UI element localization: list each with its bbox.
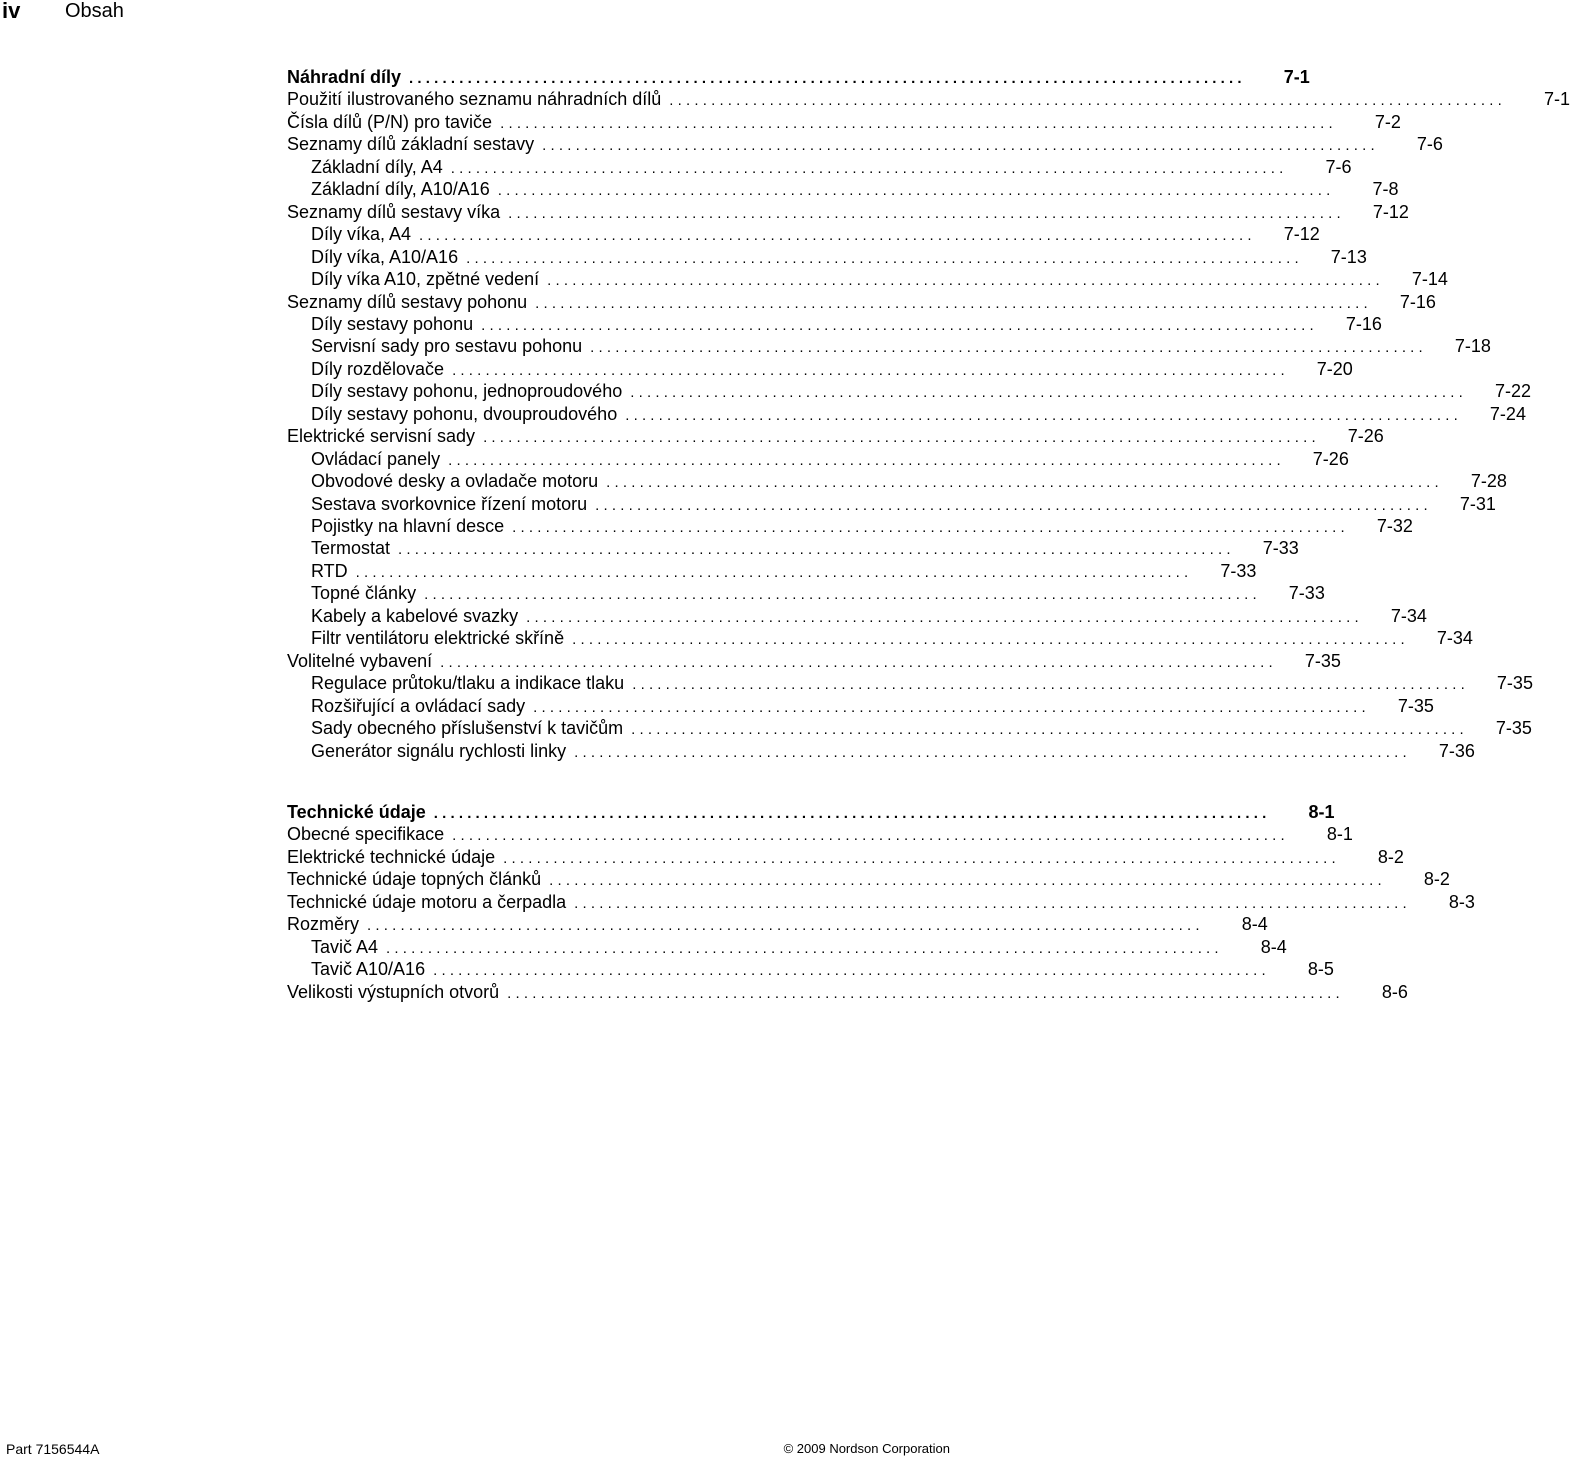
toc-entry-label: Elektrické technické údaje [287,846,496,867]
toc-entry[interactable] [287,868,1450,890]
toc-entry[interactable] [311,560,1257,582]
page-header [0,0,960,30]
toc-chapter-entry[interactable] [287,801,1335,823]
toc-dot-leader: .................................................................................................... [631,721,1468,739]
toc-entry-label: RTD [311,560,348,581]
toc-entry-page: 8-2 [1377,846,1404,867]
toc-entry-label: Díly sestavy pohonu [311,313,474,334]
toc-dot-leader: .................................................................................................... [503,849,1340,867]
toc-entry[interactable] [287,891,1475,913]
toc-entry-page: 7-26 [1312,448,1349,469]
toc-entry[interactable] [311,936,1287,958]
toc-entry[interactable] [311,448,1349,470]
toc-entry[interactable] [311,403,1526,425]
toc-entry-page: 7-24 [1489,403,1526,424]
toc-dot-leader: .................................................................................................... [547,272,1384,290]
toc-entry[interactable] [287,291,1436,313]
toc-entry-label: Sestava svorkovnice řízení motoru [311,493,588,514]
toc-entry[interactable] [311,605,1427,627]
toc-dot-leader: .................................................................................................... [497,182,1335,200]
toc-entry-page: 7-1 [1543,89,1570,110]
toc-entry[interactable] [287,913,1268,935]
toc-entry-page: 7-16 [1399,291,1436,312]
toc-entry-label: Sady obecného příslušenství k tavičům [311,718,624,739]
toc-dot-leader: .................................................................................................... [448,451,1285,469]
toc-dot-leader: .................................................................................................... [433,805,1271,822]
toc-entry-label: Tavič A4 [311,936,379,957]
toc-entry-label: Pojistky na hlavní desce [311,516,505,536]
toc-entry-label: Základní díly, A10/A16 [311,179,490,200]
toc-entry[interactable] [287,650,1341,672]
toc-entry-label: Velikosti výstupních otvorů [287,981,500,1002]
toc-entry-page: 7-35 [1304,650,1341,671]
toc-dot-leader: .................................................................................................... [542,137,1379,155]
toc-entry-page: 7-32 [1376,516,1413,536]
toc-entry[interactable] [311,958,1334,980]
toc-dot-leader: .................................................................................................... [500,114,1337,132]
toc-entry-page: 7-33 [1220,560,1257,581]
toc-entry-page: 7-14 [1411,269,1448,290]
toc-entry-label: Základní díly, A4 [311,156,443,177]
toc-entry-label: Rozšiřující a ovládací sady [311,695,526,716]
toc-entry-label: Kabely a kabelové svazky [311,605,519,626]
page-title: Obsah [65,0,124,22]
toc-entry-label: Technické údaje motoru a čerpadla [287,891,567,912]
toc-entry-page: 7-1 [1283,67,1310,87]
toc-entry-page: 7-31 [1459,493,1496,514]
toc-entry[interactable] [311,515,1413,537]
toc-entry-page: 7-35 [1495,718,1532,739]
toc-entry[interactable] [311,740,1475,762]
toc-dot-leader: .................................................................................................... [483,429,1320,447]
toc-dot-leader: .................................................................................................... [606,474,1443,492]
toc-dot-leader: .................................................................................................... [630,384,1467,402]
toc-entry-page: 7-20 [1316,358,1353,379]
toc-entry-page: 7-26 [1347,426,1384,447]
toc-dot-leader: .................................................................................................... [450,159,1288,177]
toc-entry-label: Seznamy dílů sestavy pohonu [287,291,528,312]
toc-entry[interactable] [287,846,1404,868]
toc-dot-leader: .................................................................................................... [507,984,1344,1002]
toc-dot-leader: .................................................................................................... [452,361,1289,379]
toc-entry[interactable] [311,268,1448,290]
toc-dot-leader: .................................................................................................... [466,249,1303,267]
toc-entry-page: 7-35 [1397,695,1434,716]
toc-dot-leader: .................................................................................................... [508,204,1345,222]
toc-chapter-entry[interactable] [287,66,1310,88]
toc-entry-page: 7-13 [1330,246,1367,267]
toc-entry-label: Tavič A10/A16 [311,959,426,980]
toc-dot-leader: .................................................................................................... [440,653,1277,671]
toc-dot-leader: .................................................................................................... [433,962,1270,980]
toc-entry-page: 7-12 [1283,224,1320,245]
page-number: iv [2,0,21,23]
toc-dot-leader: .................................................................................................... [574,894,1411,912]
toc-entry-label: Použití ilustrovaného seznamu náhradních dílů [287,89,662,110]
toc-entry[interactable] [311,223,1320,245]
toc-entry-label: Technické údaje [287,802,426,822]
toc-dot-leader: .................................................................................................... [398,541,1235,559]
toc-entry-page: 7-28 [1470,471,1507,492]
toc-entry[interactable] [287,88,1570,110]
toc-dot-leader: .................................................................................................... [669,92,1506,110]
toc-entry-label: Díly sestavy pohonu, dvouproudového [311,403,618,424]
toc-entry-page: 7-6 [1416,134,1443,155]
toc-entry-page: 8-2 [1423,869,1450,890]
toc-dot-leader: .................................................................................................... [549,872,1386,890]
toc-entry[interactable] [311,335,1491,357]
toc-entry-label: Díly víka A10, zpětné vedení [311,269,540,290]
toc-dot-leader: .................................................................................................... [590,339,1427,357]
toc-entry-page: 7-36 [1438,740,1475,761]
toc-entry-page: 7-22 [1494,381,1531,402]
toc-entry-label: Seznamy dílů základní sestavy [287,134,535,155]
toc-entry[interactable] [311,627,1473,649]
toc-entry-page: 8-4 [1260,936,1287,957]
toc-entry-label: Seznamy dílů sestavy víka [287,201,501,222]
toc-entry[interactable] [311,672,1533,694]
toc-entry-page: 8-5 [1307,959,1334,980]
toc-dot-leader: .................................................................................................... [526,608,1363,626]
toc-entry-label: Obvodové desky a ovladače motoru [311,471,599,492]
toc-entry-page: 7-33 [1288,583,1325,604]
toc-entry[interactable] [311,246,1367,268]
toc-entry-label: Obecné specifikace [287,824,445,845]
toc-entry-label: Čísla dílů (P/N) pro taviče [287,111,493,132]
toc-entry-label: Díly rozdělovače [311,358,445,379]
toc-entry-page: 7-34 [1436,628,1473,649]
toc-entry-label: Termostat [311,538,391,559]
toc-entry-page: 7-35 [1496,673,1533,694]
toc-dot-leader: .................................................................................................... [419,227,1256,245]
toc-entry-page: 7-2 [1374,111,1401,132]
toc-entry[interactable] [287,425,1384,447]
toc-entry-label: Regulace průtoku/tlaku a indikace tlaku [311,673,625,694]
toc-dot-leader: .................................................................................................... [572,631,1409,649]
toc-entry[interactable] [311,178,1399,200]
toc-entry[interactable] [311,695,1434,717]
toc-dot-leader: .................................................................................................... [452,827,1289,845]
toc-dot-leader: .................................................................................................... [632,676,1469,694]
toc-entry[interactable] [287,111,1401,133]
toc-dot-leader: .................................................................................................... [533,698,1370,716]
toc-entry-label: Elektrické servisní sady [287,426,476,447]
toc-entry-label: Volitelné vybavení [287,650,433,671]
toc-entry-label: Ovládací panely [311,448,441,469]
toc-entry-page: 8-1 [1326,824,1353,845]
toc-entry[interactable] [311,358,1353,380]
toc-entry[interactable] [311,156,1352,178]
toc-entry[interactable] [287,981,1408,1003]
toc-entry-label: Filtr ventilátoru elektrické skříně [311,628,565,649]
toc-entry[interactable] [311,470,1507,492]
toc-entry-page: 7-12 [1372,201,1409,222]
toc-dot-leader: .................................................................................................... [386,939,1223,957]
toc-entry[interactable] [311,493,1496,515]
toc-entry-page: 8-4 [1241,914,1268,935]
toc-entry[interactable] [311,313,1382,335]
toc-dot-leader: .................................................................................................... [625,406,1462,424]
toc-dot-leader: .................................................................................................... [409,70,1246,87]
toc-entry-label: Technické údaje topných článků [287,869,542,890]
toc-dot-leader: .................................................................................................... [595,496,1432,514]
toc-entry-page: 8-3 [1448,891,1475,912]
toc-entry[interactable] [287,823,1353,845]
toc-dot-leader: .................................................................................................... [355,563,1193,581]
toc-entry[interactable] [311,537,1299,559]
toc-entry-label: Díly víka, A10/A16 [311,246,459,267]
toc-entry-page: 7-6 [1325,156,1352,177]
toc-dot-leader: .................................................................................................... [512,519,1349,536]
toc-entry-label: Náhradní díly [287,67,402,87]
toc-entry-label: Rozměry [287,914,360,935]
toc-entry[interactable] [287,133,1443,155]
copyright-notice: © 2009 Nordson Corporation [783,1441,950,1456]
toc-entry[interactable] [311,582,1325,604]
toc-entry[interactable] [287,201,1409,223]
part-number: Part 7156544A [6,1441,100,1457]
toc-dot-leader: .................................................................................................... [424,586,1261,604]
toc-dot-leader: .................................................................................................... [481,316,1318,334]
toc-entry-page: 7-34 [1390,605,1427,626]
toc-entry[interactable] [311,717,1532,739]
toc-entry-page: 7-16 [1345,313,1382,334]
toc-entry-label: Topné články [311,583,417,604]
toc-entry-page: 8-6 [1381,981,1408,1002]
toc-entry[interactable] [311,380,1531,402]
toc-entry-page: 8-1 [1308,802,1335,822]
toc-dot-leader: .................................................................................................... [367,917,1204,935]
toc-dot-leader: .................................................................................................... [535,294,1372,312]
toc-entry-label: Generátor signálu rychlosti linky [311,740,567,761]
toc-entry-page: 7-8 [1372,179,1399,200]
toc-entry-page: 7-18 [1454,336,1491,357]
toc-entry-label: Díly sestavy pohonu, jednoproudového [311,381,623,402]
toc-entry-label: Servisní sady pro sestavu pohonu [311,336,583,357]
toc-entry-label: Díly víka, A4 [311,224,412,245]
toc-dot-leader: .................................................................................................... [574,743,1411,761]
toc-entry-page: 7-33 [1262,538,1299,559]
